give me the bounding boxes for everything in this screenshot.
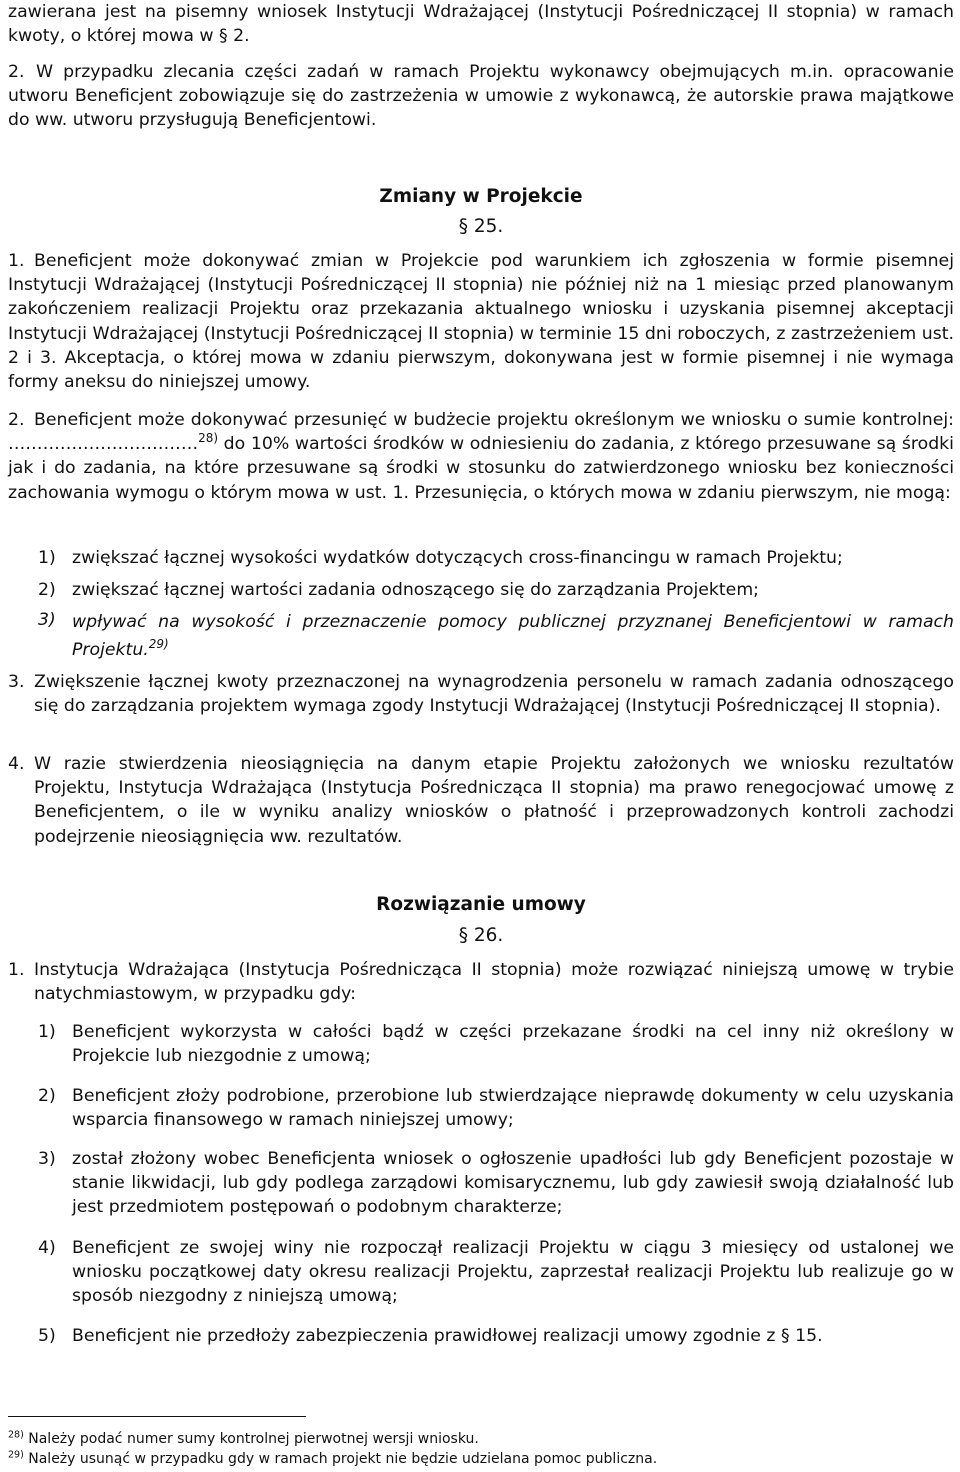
list-item-text-content: wpływać na wysokość i przeznaczenie pomocy publicznej przyznanej Beneficjentowi w ramach Projektu. [72,612,954,660]
footnote-marker: 29) [8,1449,24,1461]
section-26-list-item-5 [38,1324,954,1348]
footnote-ref-29[interactable]: 29) [148,637,169,652]
section-25-paragraph-1 [8,249,954,394]
section-25-paragraph-2 [8,408,954,505]
list-item-text: Beneficjent wykorzysta w całości bądź w części przekazane środki na cel inny niż określony w Projekcie lub niezgodnie z umową; [72,1022,954,1067]
section-25-number: § 25. [458,216,504,237]
list-item-number: 3) [38,1149,56,1169]
section-25-paragraph-4 [8,752,954,849]
intro-item-2 [8,60,954,133]
section-26-list-item-2 [38,1084,954,1132]
footnote-29 [8,1450,657,1469]
list-item-number: 4) [38,1238,56,1258]
intro-continuation: zawierana jest na pisemny wniosek Instytucji Wdrażającej (Instytucji Pośredniczącej II stopnia) w ramach kwoty, o której mowa w § 2. [8,2,954,47]
section-25-list-item-1 [38,546,954,570]
list-item-number: 2) [38,580,56,600]
list-item-number: 3) [38,610,56,630]
paragraph-number: 4. [8,754,25,774]
paragraph-text-part-b: do 10% wartości środków w odniesieniu do zadania, z którego przesuwane są środki jak i do zadania, na które przesuwane są środki w stosunku do zatwierdzonego wniosku bez konieczności zachowania wymogu o którym mowa w ust. 1. Przesunięcia, o których mowa w zdaniu pierwszym, nie mogą: [8,434,954,503]
list-item-number: 5) [38,1326,56,1346]
paragraph-number: 1. [8,251,25,271]
list-item-number: 2) [38,1086,56,1106]
list-item-text: Beneficjent ze swojej winy nie rozpoczął realizacji Projektu w ciągu 3 miesięcy od ustalonej we wniosku początkowej daty okresu realizacji Projektu, zaprzestał realizacji Projektu lub realizuje go w sposób niezgodny z niniejszą umową; [72,1238,954,1307]
paragraph-text: W razie stwierdzenia nieosiągnięcia na danym etapie Projektu założonych we wniosku rezultatów Projektu, Instytucja Wdrażająca (Instytucja Pośrednicząca II stopnia) ma prawo renegocjować umowę z Beneficjentem, o ile w wyniku analizy wniosków o płatność i przeprowadzonych kontroli zachodzi podejrzenie nieosiągnięcia ww. rezultatów. [34,754,954,847]
section-25-list-item-3 [38,608,954,664]
list-item-text: zwiększać łącznej wysokości wydatków dotyczących cross-financingu w ramach Projektu; [72,548,843,568]
paragraph-number: 2. [8,410,25,430]
footnote-ref-28[interactable]: 28) [198,431,219,446]
intro-item-2-text: W przypadku zlecania części zadań w ramach Projektu wykonawcy obejmujących m.in. opracowanie utworu Beneficjent zobowiązuje się do zastrzeżenia w umowie z wykonawcą, że autorskie prawa majątkowe do ww. utworu przysługują Beneficjentowi. [8,62,954,131]
footnote-28 [8,1430,479,1449]
section-26-heading: Rozwiązanie umowy [376,894,586,915]
paragraph-text: Zwiększenie łącznej kwoty przeznaczonej na wynagrodzenia personelu w ramach zadania odnoszącego się do zarządzania projektem wymaga zgody Instytucji Wdrażającej (Instytucji Pośredniczącej II stopnia). [34,672,954,717]
section-26-list-item-4 [38,1236,954,1309]
section-25-heading: Zmiany w Projekcie [379,186,583,207]
list-item-text: zwiększać łącznej wartości zadania odnoszącego się do zarządzania Projektem; [72,580,759,600]
list-item-number: 1) [38,548,56,568]
section-26-list-item-3 [38,1147,954,1220]
list-item-number: 1) [38,1022,56,1042]
list-item-text: Beneficjent nie przedłoży zabezpieczenia prawidłowej realizacji umowy zgodnie z § 15. [72,1326,823,1346]
footnote-separator [8,1416,306,1417]
section-26-paragraph-1 [8,958,954,1006]
section-25-list-item-2 [38,578,954,602]
intro-item-2-number: 2. [8,62,25,82]
section-26-number: § 26. [458,925,504,946]
paragraph-text [8,408,954,505]
list-item-text [38,608,954,664]
section-26-list-item-1 [38,1020,954,1068]
footnote-text: Należy podać numer sumy kontrolnej pierwotnej wersji wniosku. [28,1431,479,1447]
paragraph-text-part-a: Beneficjent może dokonywać przesunięć w budżecie projektu określonym we wniosku o sumie kontrolnej: …………………………… [8,410,954,455]
footnote-text: Należy usunąć w przypadku gdy w ramach projekt nie będzie udzielana pomoc publiczna. [28,1451,658,1467]
paragraph-number: 1. [8,960,25,980]
paragraph-text: Beneficjent może dokonywać zmian w Projekcie pod warunkiem ich zgłoszenia w formie pisemnej Instytucji Wdrażającej (Instytucji Pośredniczącej II stopnia) nie później niż na 1 miesiąc przed planowanym zakończeniem realizacji Projektu oraz przekazania aktualnego wniosku i uzyskania pisemnej akceptacji Instytucji Wdrażającej (Instytucji Pośredniczącej II stopnia) w terminie 15 dni roboczych, z zastrzeżeniem ust. 2 i 3. Akceptacja, o której mowa w zdaniu pierwszym, dokonywana jest w formie pisemnej i nie wymaga formy aneksu do niniejszej umowy. [8,251,954,393]
paragraph-text: Instytucja Wdrażająca (Instytucja Pośrednicząca II stopnia) może rozwiązać niniejszą umowę w trybie natychmiastowym, w przypadku gdy: [34,960,954,1005]
list-item-text: został złożony wobec Beneficjenta wniosek o ogłoszenie upadłości lub gdy Beneficjent pozostaje w stanie likwidacji, lub gdy podlega zarządowi komisarycznemu, lub gdy zawiesił swoją działalność lub jest przedmiotem postępowań o podobnym charakterze; [72,1149,954,1218]
footnote-marker: 28) [8,1429,24,1441]
section-25-paragraph-3 [8,670,954,718]
list-item-text: Beneficjent złoży podrobione, przerobione lub stwierdzające nieprawdę dokumenty w celu uzyskania wsparcia finansowego w ramach niniejszej umowy; [72,1086,954,1131]
paragraph-number: 3. [8,672,25,692]
